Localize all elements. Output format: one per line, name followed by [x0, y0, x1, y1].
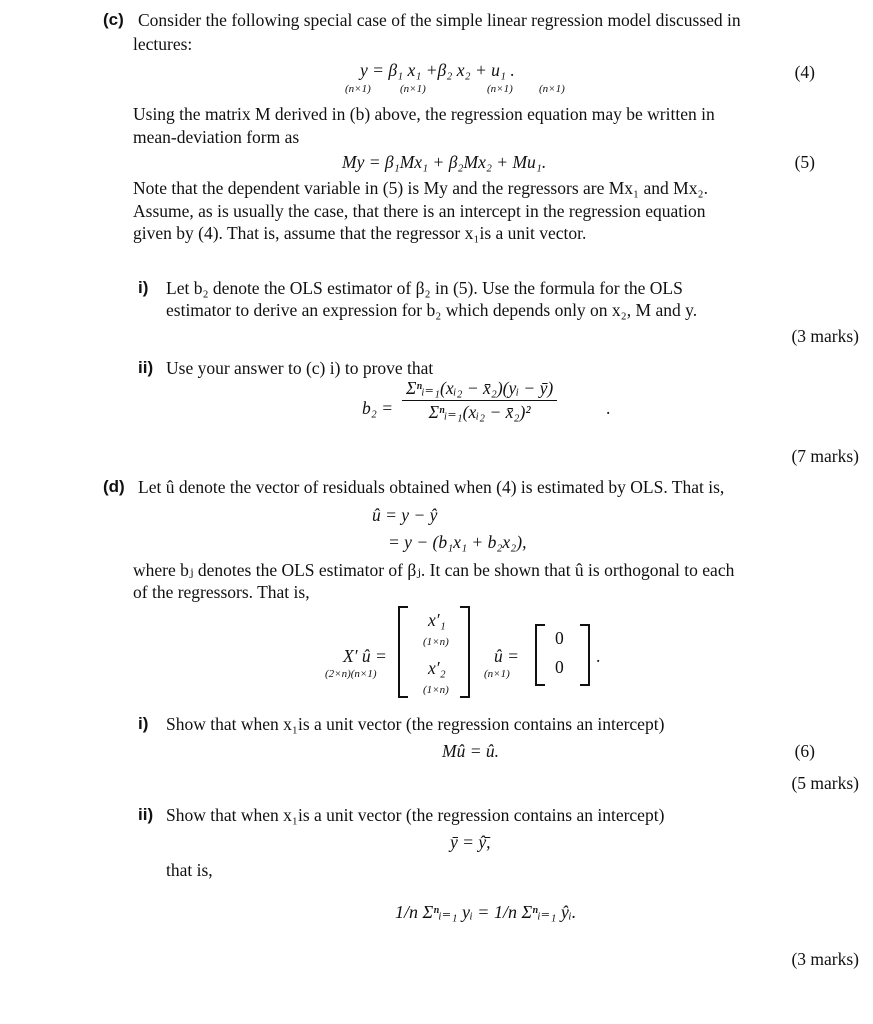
part-c-q-i-label: i) [138, 278, 149, 297]
equation-4-number: (4) [794, 62, 815, 82]
eq4-dim-x1: (n×1) [400, 83, 426, 95]
equation-6-number: (6) [794, 741, 815, 761]
matrix-mid-dim: (n×1) [484, 668, 510, 680]
residual-eq-line1: û = y − ŷ [372, 505, 438, 525]
part-c-q-ii-text: Use your answer to (c) i) to prove that [166, 358, 434, 378]
matrix-left-bracket [398, 606, 408, 698]
part-d-q-i-text: Show that when x₁is a unit vector (the regression contains an intercept) [166, 714, 665, 734]
part-c-intro-line2: lectures: [133, 34, 193, 54]
b2-denominator: Σⁿᵢ₌₁(xᵢ₂ − x̄₂)² [428, 402, 531, 422]
part-d-that-is: that is, [166, 860, 213, 880]
zero-vector-right-bracket [580, 624, 590, 686]
matrix-row2: x′₂ [428, 658, 446, 678]
part-c-text-a1: Using the matrix M derived in (b) above, the regression equation may be written in [133, 104, 715, 124]
matrix-right-bracket [460, 606, 470, 698]
part-c-intro-line1: Consider the following special case of the simple linear regression model discussed in [138, 10, 741, 30]
matrix-row1-dim: (1×n) [423, 636, 449, 648]
matrix-lhs-dims: (2×n)(n×1) [325, 668, 377, 680]
part-c-text-b3: given by (4). That is, assume that the regressor x₁is a unit vector. [133, 223, 587, 243]
part-d-q-i-marks: (5 marks) [791, 773, 859, 793]
part-d-text-a1: where bⱼ denotes the OLS estimator of βⱼ. It can be shown that û is orthogonal to each [133, 560, 735, 580]
part-d-q-ii-label: ii) [138, 805, 154, 824]
matrix-lhs: X′ û = [343, 646, 387, 666]
mean-equality-eq: ȳ = ŷ̄, [450, 832, 491, 852]
part-d-q-i-label: i) [138, 714, 149, 733]
part-c-label: (c) [103, 10, 124, 29]
zero-vector-period: . [596, 646, 601, 666]
eq4-dim-u: (n×1) [539, 83, 565, 95]
eq4-dim-y: (n×1) [345, 83, 371, 95]
part-c-q-i-line1: Let b₂ denote the OLS estimator of β₂ in (5). Use the formula for the OLS [166, 278, 683, 298]
part-c-q-ii-marks: (7 marks) [791, 446, 859, 466]
part-c-text-b2: Assume, as is usually the case, that there is an intercept in the regression equation [133, 201, 706, 221]
equation-5: My = β₁Mx₁ + β₂Mx₂ + Mu₁. [342, 152, 547, 172]
b2-numerator: Σⁿᵢ₌₁(xᵢ₂ − x̄₂)(yᵢ − ȳ) [402, 378, 557, 401]
zero-vector-left-bracket [535, 624, 545, 686]
part-d-intro: Let û denote the vector of residuals obtained when (4) is estimated by OLS. That is, [138, 477, 725, 497]
part-c-text-b1: Note that the dependent variable in (5) is My and the regressors are Mx₁ and Mx₂. [133, 178, 708, 198]
eq4-dim-x2: (n×1) [487, 83, 513, 95]
part-c-text-a2: mean-deviation form as [133, 127, 300, 147]
equation-4: y = β₁ x₁ +β₂ x₂ + u₁ . [360, 60, 515, 80]
b2-fraction [402, 378, 557, 423]
part-d-label: (d) [103, 477, 125, 496]
part-c-q-i-marks: (3 marks) [791, 326, 859, 346]
zero-vector-row2: 0 [555, 657, 564, 677]
part-d-q-ii-text: Show that when x₁is a unit vector (the regression contains an intercept) [166, 805, 665, 825]
final-sum-equation: 1/n Σⁿᵢ₌₁ yᵢ = 1/n Σⁿᵢ₌₁ ŷᵢ. [395, 902, 577, 922]
b2-period: . [606, 398, 611, 418]
matrix-row2-dim: (1×n) [423, 684, 449, 696]
part-d-text-a2: of the regressors. That is, [133, 582, 310, 602]
equation-5-number: (5) [794, 152, 815, 172]
part-c-q-i-line2: estimator to derive an expression for b₂ which depends only on x₂, M and y. [166, 300, 698, 320]
part-d-q-ii-marks: (3 marks) [791, 949, 859, 969]
residual-eq-line2: = y − (b₁x₁ + b₂x₂), [388, 532, 527, 552]
b2-lhs: b₂ = [362, 398, 394, 418]
matrix-row1: x′₁ [428, 610, 446, 630]
part-c-q-ii-label: ii) [138, 358, 154, 377]
equation-6: Mû = û. [442, 741, 500, 761]
matrix-mid: û = [494, 646, 519, 666]
zero-vector-row1: 0 [555, 628, 564, 648]
